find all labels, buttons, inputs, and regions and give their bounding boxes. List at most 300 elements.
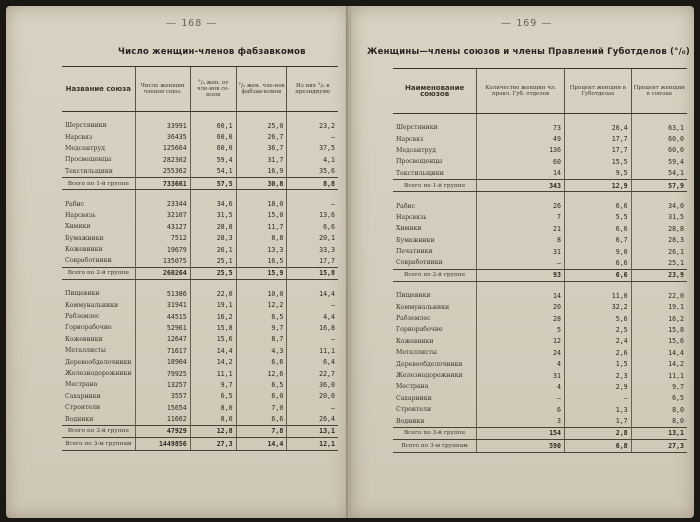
value-cell: [287, 112, 338, 121]
union-name-cell: Строители: [65, 404, 101, 412]
value-cell: [236, 280, 287, 289]
value-cell: 260264: [135, 267, 190, 279]
table-row: [62, 221, 338, 232]
value-cell: 6: [477, 404, 565, 415]
value-cell: 28,8: [190, 221, 236, 232]
value-cell: 22,7: [287, 368, 338, 379]
value-cell: 15,5: [564, 156, 631, 167]
value-cell: 5,5: [564, 212, 631, 223]
value-cell: 36,7: [236, 143, 287, 154]
value-cell: [564, 192, 631, 201]
table-row: [62, 391, 338, 402]
value-cell: 57,9: [631, 179, 687, 191]
value-cell: 12: [477, 336, 565, 347]
value-cell: 26,4: [287, 413, 338, 425]
table-row: [62, 244, 338, 255]
value-cell: [236, 190, 287, 199]
value-cell: 2,5: [564, 324, 631, 335]
value-cell: [477, 192, 565, 201]
total-row: [393, 179, 687, 191]
left-table-title: Число женщин-членов фабзавкомов: [118, 47, 306, 57]
union-name-cell: Всего по 1-й группе: [62, 177, 135, 189]
union-name-cell: Пищевики: [65, 290, 100, 298]
union-name-cell: Всего по 3-м группам: [62, 438, 135, 450]
value-cell: 10,0: [236, 288, 287, 299]
union-name-cell: Сахарники: [65, 392, 101, 400]
union-name-cell: Горнорабочие: [396, 326, 443, 334]
value-cell: 2,4: [564, 336, 631, 347]
value-cell: 20: [477, 301, 565, 312]
value-cell: [564, 282, 631, 291]
union-name-cell: Металлисты: [65, 347, 106, 355]
value-cell: [631, 114, 687, 123]
union-name-cell: Рабис: [65, 200, 85, 208]
value-cell: 136: [477, 145, 565, 156]
union-name-cell: Нарсвязь: [396, 213, 427, 221]
table-row: [393, 133, 687, 144]
table-row: [393, 370, 687, 381]
value-cell: 154: [477, 427, 565, 439]
value-cell: 60: [477, 156, 565, 167]
table-row: [62, 379, 338, 390]
table-row: [393, 415, 687, 427]
value-cell: 1449856: [135, 438, 190, 450]
total-row: [62, 438, 338, 450]
value-cell: 590: [477, 440, 565, 452]
table-row: [393, 290, 687, 301]
union-name-cell: Кожевники: [65, 335, 103, 343]
total-row: [393, 427, 687, 439]
column-header: Из них °/₀ в президиуме: [287, 67, 338, 112]
value-cell: 31941: [135, 299, 190, 310]
value-cell: 13257: [135, 379, 190, 390]
value-cell: 14,4: [287, 288, 338, 299]
table-row: [393, 200, 687, 211]
value-cell: 255362: [135, 166, 190, 178]
value-cell: 8,7: [236, 334, 287, 345]
value-cell: 60,1: [190, 120, 236, 131]
value-cell: 4,4: [287, 311, 338, 322]
table-row: [62, 280, 338, 289]
value-cell: 7,8: [236, 425, 287, 437]
union-name-cell: Текстильщики: [396, 169, 444, 177]
union-name-cell: Шерстяники: [396, 124, 438, 132]
value-cell: 4: [477, 358, 565, 369]
value-cell: 15,0: [236, 210, 287, 221]
value-cell: 63,1: [631, 122, 687, 133]
value-cell: 60,0: [631, 145, 687, 156]
union-name-cell: Рабземлес: [396, 315, 431, 323]
value-cell: 733661: [135, 177, 190, 189]
value-cell: 51386: [135, 288, 190, 299]
value-cell: 15,6: [631, 336, 687, 347]
value-cell: 93: [477, 269, 565, 281]
table-row: [393, 301, 687, 312]
value-cell: 14,2: [631, 358, 687, 369]
value-cell: 44515: [135, 311, 190, 322]
table-row: [62, 413, 338, 425]
value-cell: [190, 112, 236, 121]
value-cell: 73: [477, 122, 565, 133]
value-cell: 9,7: [190, 379, 236, 390]
table-row: [393, 282, 687, 291]
table-row: [62, 198, 338, 209]
table-row: [62, 368, 338, 379]
value-cell: 47929: [135, 425, 190, 437]
value-cell: 37,5: [287, 143, 338, 154]
total-row: [62, 425, 338, 437]
value-cell: 11,1: [631, 370, 687, 381]
table-row: [393, 235, 687, 246]
value-cell: 125664: [135, 143, 190, 154]
value-cell: 13,1: [631, 427, 687, 439]
page-number-left: — 168 —: [166, 18, 218, 29]
value-cell: 16,8: [287, 322, 338, 333]
value-cell: 11,0: [564, 290, 631, 301]
value-cell: 8,0: [190, 413, 236, 425]
union-name-cell: Просвещенцы: [65, 156, 112, 164]
union-name-cell: Всего по 3-й группе: [62, 425, 135, 437]
value-cell: 52961: [135, 322, 190, 333]
value-cell: —: [287, 198, 338, 209]
right-table-title: Женщины—члены союзов и члены Правлений Губотделов (°/₀): [367, 47, 690, 57]
value-cell: 26,7: [236, 131, 287, 142]
column-header: Количество женщин чл. правл. Губ. отделов: [477, 69, 565, 114]
value-cell: 11662: [135, 413, 190, 425]
value-cell: 2,9: [564, 381, 631, 392]
value-cell: 6,6: [236, 413, 287, 425]
union-name-cell: Местрана: [396, 383, 429, 391]
union-name-cell: Нарсвязь: [65, 211, 96, 219]
total-row: [62, 177, 338, 189]
union-name-cell: Бумажники: [65, 234, 104, 242]
value-cell: 18,0: [236, 198, 287, 209]
value-cell: 28,3: [190, 233, 236, 244]
value-cell: 11,1: [287, 345, 338, 356]
value-cell: 32,2: [564, 301, 631, 312]
value-cell: 20,0: [287, 391, 338, 402]
union-name-cell: Коммунальники: [65, 301, 119, 309]
union-name-cell: Всего по 2-й группе: [62, 267, 135, 279]
value-cell: —: [287, 131, 338, 142]
table-row: [62, 233, 338, 244]
page-number-right: — 169 —: [501, 18, 553, 29]
value-cell: 14: [477, 168, 565, 180]
value-cell: 12,2: [236, 299, 287, 310]
value-cell: 17,7: [287, 255, 338, 267]
value-cell: —: [287, 299, 338, 310]
value-cell: [190, 190, 236, 199]
table-row: [393, 156, 687, 167]
table-row: [62, 311, 338, 322]
table-row: [393, 192, 687, 201]
union-name-cell: Химики: [396, 225, 422, 233]
left-table: [62, 66, 338, 451]
value-cell: 6,5: [631, 393, 687, 404]
value-cell: [477, 282, 565, 291]
left-page: [6, 6, 349, 518]
union-name-cell: Горнорабочие: [65, 324, 112, 332]
value-cell: 8,0: [631, 415, 687, 427]
union-name-cell: Печатники: [396, 248, 433, 256]
union-name-cell: Местрана: [65, 381, 98, 389]
value-cell: 8,0: [190, 402, 236, 413]
column-header: Число женщин членов союз.: [135, 67, 190, 112]
union-name-cell: Строители: [396, 406, 432, 414]
table-row: [62, 120, 338, 131]
union-name-cell: [393, 114, 477, 123]
value-cell: 28,8: [631, 223, 687, 234]
value-cell: 27,3: [631, 440, 687, 452]
value-cell: 25,5: [190, 267, 236, 279]
value-cell: 6,5: [236, 379, 287, 390]
value-cell: 12,8: [190, 425, 236, 437]
union-name-cell: Бумажники: [396, 236, 435, 244]
value-cell: 6,4: [287, 356, 338, 367]
value-cell: [287, 280, 338, 289]
value-cell: 13,3: [236, 244, 287, 255]
value-cell: 2,3: [564, 370, 631, 381]
value-cell: —: [564, 393, 631, 404]
union-name-cell: Металлисты: [396, 349, 437, 357]
column-header: Название союза: [62, 67, 135, 112]
value-cell: 15,8: [631, 324, 687, 335]
right-table-body: [393, 114, 687, 453]
value-cell: 14,4: [190, 345, 236, 356]
union-name-cell: Всего по 1-й группе: [393, 179, 477, 191]
value-cell: 6,7: [564, 235, 631, 246]
value-cell: 135075: [135, 255, 190, 267]
value-cell: 4,1: [287, 154, 338, 165]
value-cell: 26,1: [190, 244, 236, 255]
value-cell: 19,1: [631, 301, 687, 312]
table-row: [62, 190, 338, 199]
table-row: [393, 358, 687, 369]
value-cell: 15,9: [236, 267, 287, 279]
value-cell: 12,6: [236, 368, 287, 379]
value-cell: 33,3: [287, 244, 338, 255]
value-cell: 6,5: [190, 391, 236, 402]
union-name-cell: Шерстяники: [65, 122, 107, 130]
union-name-cell: Всего по 2-й группе: [393, 269, 477, 281]
value-cell: 12647: [135, 334, 190, 345]
value-cell: 59,4: [190, 154, 236, 165]
value-cell: 15,6: [190, 334, 236, 345]
value-cell: 34,6: [190, 198, 236, 209]
column-header: °/₀ жен. чле-нов фабзав-комов: [236, 67, 287, 112]
value-cell: 26,1: [631, 246, 687, 257]
value-cell: 6,6: [236, 356, 287, 367]
value-cell: 5: [477, 324, 565, 335]
value-cell: 13,6: [287, 210, 338, 221]
table-row: [393, 246, 687, 257]
value-cell: 23,2: [287, 120, 338, 131]
union-name-cell: Водники: [65, 415, 94, 423]
table-row: [62, 131, 338, 142]
table-row: [393, 404, 687, 415]
value-cell: 21: [477, 223, 565, 234]
value-cell: —: [477, 257, 565, 269]
value-cell: 34,0: [631, 200, 687, 211]
value-cell: 25,1: [631, 257, 687, 269]
value-cell: 33991: [135, 120, 190, 131]
table-row: [62, 288, 338, 299]
value-cell: 30,8: [236, 177, 287, 189]
value-cell: 36435: [135, 131, 190, 142]
value-cell: —: [477, 393, 565, 404]
union-name-cell: Медсантруд: [65, 144, 105, 152]
column-header: Процент женщин в союзах: [631, 69, 687, 114]
table-row: [62, 210, 338, 221]
union-name-cell: [62, 190, 135, 199]
value-cell: 31: [477, 370, 565, 381]
value-cell: 31,5: [631, 212, 687, 223]
column-header: °/₀ жен. от чле-нов со-юзов: [190, 67, 236, 112]
value-cell: 282302: [135, 154, 190, 165]
table-row: [62, 299, 338, 310]
value-cell: 19679: [135, 244, 190, 255]
value-cell: [135, 112, 190, 121]
right-page: [351, 6, 694, 518]
value-cell: 16,9: [236, 166, 287, 178]
table-row: [62, 255, 338, 267]
value-cell: 14,4: [631, 347, 687, 358]
value-cell: [287, 190, 338, 199]
value-cell: 60,0: [190, 143, 236, 154]
total-row: [62, 267, 338, 279]
value-cell: 60,0: [190, 131, 236, 142]
value-cell: 8: [477, 235, 565, 246]
value-cell: 16,2: [631, 313, 687, 324]
value-cell: 13,1: [287, 425, 338, 437]
union-name-cell: Железнодорожники: [65, 370, 132, 377]
value-cell: 23,9: [631, 269, 687, 281]
value-cell: —: [287, 402, 338, 413]
value-cell: 28: [477, 313, 565, 324]
table-row: [62, 166, 338, 178]
union-name-cell: Нарсвяз: [65, 133, 93, 141]
value-cell: 79925: [135, 368, 190, 379]
union-name-cell: Деревообделочники: [396, 360, 463, 368]
union-name-cell: Кожевники: [65, 246, 103, 254]
value-cell: 343: [477, 179, 565, 191]
union-name-cell: Водники: [396, 417, 425, 425]
value-cell: [631, 282, 687, 291]
value-cell: 20,1: [287, 233, 338, 244]
value-cell: 6,6: [287, 221, 338, 232]
value-cell: 2,6: [564, 347, 631, 358]
union-name-cell: Деревообделочники: [65, 358, 132, 366]
value-cell: 43127: [135, 221, 190, 232]
value-cell: 36,0: [287, 379, 338, 390]
union-name-cell: [62, 112, 135, 121]
table-row: [393, 324, 687, 335]
value-cell: 24: [477, 347, 565, 358]
union-name-cell: Совработники: [396, 259, 443, 267]
value-cell: 54,1: [631, 168, 687, 180]
table-row: [393, 168, 687, 180]
union-name-cell: Просвещенцы: [396, 158, 443, 166]
total-row: [393, 440, 687, 452]
total-row: [393, 269, 687, 281]
table-row: [393, 336, 687, 347]
value-cell: 17,7: [564, 133, 631, 144]
value-cell: 7: [477, 212, 565, 223]
value-cell: 4: [477, 381, 565, 392]
value-cell: [631, 192, 687, 201]
value-cell: 60,0: [631, 133, 687, 144]
union-name-cell: [62, 280, 135, 289]
value-cell: 57,5: [190, 177, 236, 189]
value-cell: [236, 112, 287, 121]
table-row: [62, 402, 338, 413]
value-cell: 15654: [135, 402, 190, 413]
right-table: [393, 68, 687, 453]
union-name-cell: Коммунальники: [396, 303, 450, 311]
union-name-cell: Нарсвяз: [396, 135, 424, 143]
value-cell: 71617: [135, 345, 190, 356]
table-row: [62, 322, 338, 333]
value-cell: 2,8: [564, 427, 631, 439]
value-cell: 6,0: [236, 391, 287, 402]
value-cell: 31,7: [236, 154, 287, 165]
value-cell: 49: [477, 133, 565, 144]
table-row: [393, 212, 687, 223]
value-cell: —: [287, 334, 338, 345]
value-cell: 14,4: [236, 438, 287, 450]
table-row: [62, 345, 338, 356]
union-name-cell: Всего по 3-м группам: [393, 440, 477, 452]
value-cell: 8,8: [287, 177, 338, 189]
value-cell: 54,1: [190, 166, 236, 178]
table-row: [393, 145, 687, 156]
union-name-cell: Текстильщики: [65, 167, 113, 175]
value-cell: 3: [477, 415, 565, 427]
value-cell: 4,3: [236, 345, 287, 356]
value-cell: 22,0: [631, 290, 687, 301]
column-header: Процент женщин в Губотделах: [564, 69, 631, 114]
value-cell: 9,7: [631, 381, 687, 392]
union-name-cell: Железнодорожники: [396, 372, 463, 379]
value-cell: 11,1: [190, 368, 236, 379]
left-table-body: [62, 112, 338, 451]
value-cell: 6,6: [564, 200, 631, 211]
table-row: [62, 154, 338, 165]
value-cell: [135, 190, 190, 199]
value-cell: 8,8: [236, 233, 287, 244]
union-name-cell: Сахарники: [396, 394, 432, 402]
value-cell: 12,9: [564, 179, 631, 191]
table-row: [393, 257, 687, 269]
value-cell: 26,4: [564, 122, 631, 133]
value-cell: 25,0: [236, 120, 287, 131]
value-cell: 15,8: [190, 322, 236, 333]
value-cell: 14: [477, 290, 565, 301]
value-cell: 6,6: [564, 257, 631, 269]
value-cell: 6,6: [564, 223, 631, 234]
union-name-cell: Совработники: [65, 257, 112, 265]
union-name-cell: Всего по 3-й группе: [393, 427, 477, 439]
right-table-header: [393, 69, 687, 114]
union-name-cell: Рабземлес: [65, 313, 100, 321]
value-cell: 11,7: [236, 221, 287, 232]
value-cell: 17,7: [564, 145, 631, 156]
value-cell: 59,4: [631, 156, 687, 167]
value-cell: 31,5: [190, 210, 236, 221]
value-cell: 6,6: [564, 269, 631, 281]
value-cell: 9,0: [564, 246, 631, 257]
table-row: [393, 313, 687, 324]
